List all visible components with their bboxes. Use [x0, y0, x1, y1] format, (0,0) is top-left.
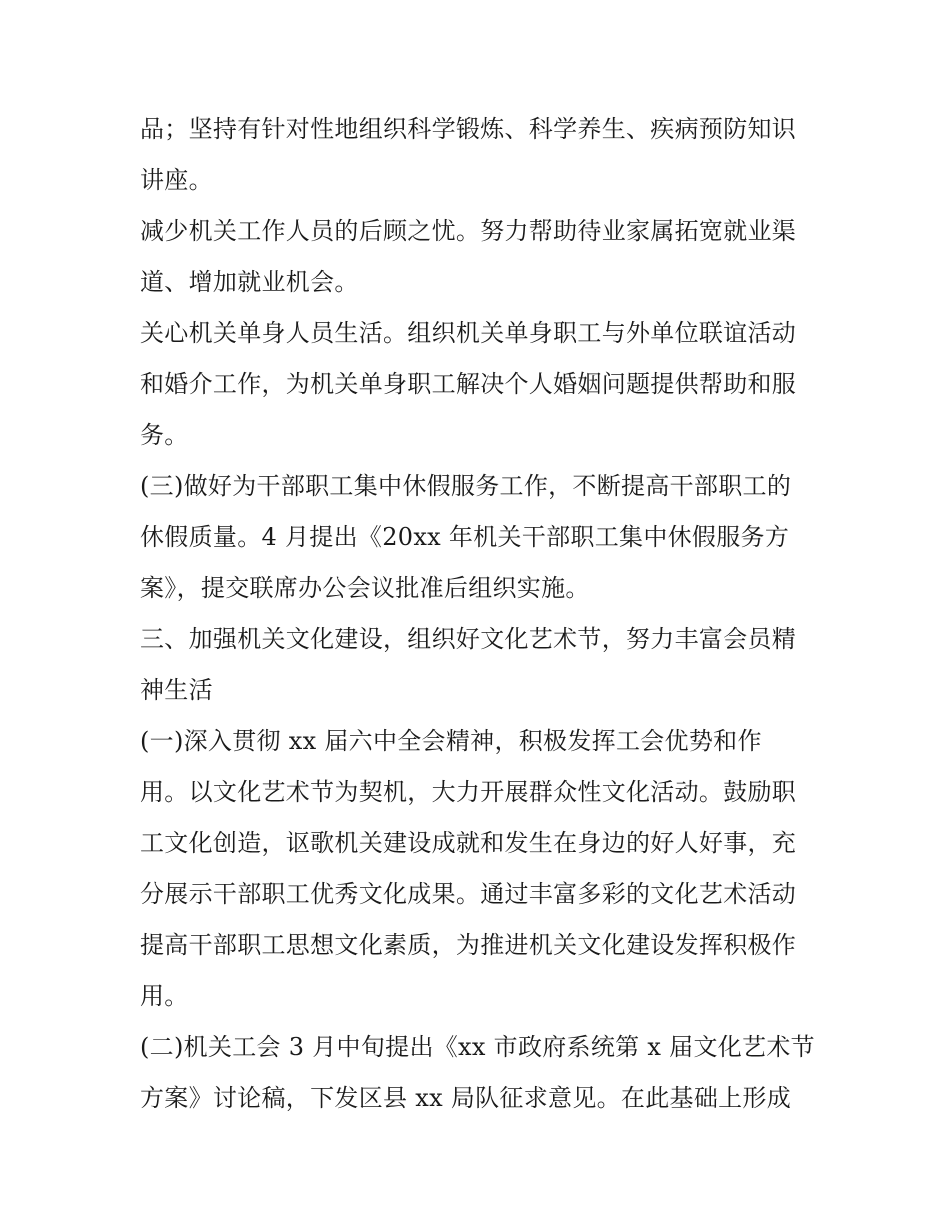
text-line: 分展示干部职工优秀文化成果。通过丰富多彩的文化艺术活动	[140, 880, 797, 908]
text-line: 讲座。	[140, 166, 213, 194]
text-line: 品；坚持有针对性地组织科学锻炼、科学养生、疾病预防知识	[140, 115, 797, 143]
text-line: 用。以文化艺术节为契机，大力开展群众性文化活动。鼓励职	[140, 778, 797, 806]
text-line: 方案》讨论稿，下发区县 xx 局队征求意见。在此基础上形成	[140, 1084, 792, 1112]
text-line: 用。	[140, 982, 189, 1010]
text-line: 减少机关工作人员的后顾之忧。努力帮助待业家属拓宽就业渠	[140, 217, 797, 245]
text-line: 务。	[140, 421, 189, 449]
text-line: (二)机关工会 3 月中旬提出《xx 市政府系统第 x 届文化艺术节	[140, 1033, 815, 1061]
text-line: 和婚介工作，为机关单身职工解决个人婚姻问题提供帮助和服	[140, 370, 797, 398]
text-line: 道、增加就业机会。	[140, 268, 359, 296]
section-heading-line: 神生活	[140, 676, 213, 704]
section-heading-line: 三、加强机关文化建设，组织好文化艺术节，努力丰富会员精	[140, 625, 797, 653]
text-line: 关心机关单身人员生活。组织机关单身职工与外单位联谊活动	[140, 319, 797, 347]
text-line: 提高干部职工思想文化素质，为推进机关文化建设发挥积极作	[140, 931, 797, 959]
document-body	[140, 104, 820, 1124]
text-line: (一)深入贯彻 xx 届六中全会精神，积极发挥工会优势和作	[140, 727, 762, 755]
text-line: 工文化创造，讴歌机关建设成就和发生在身边的好人好事，充	[140, 829, 797, 857]
text-line: 休假质量。4 月提出《20xx 年机关干部职工集中休假服务方	[140, 523, 790, 551]
text-line: (三)做好为干部职工集中休假服务工作，不断提高干部职工的	[140, 472, 792, 500]
text-line: 案》，提交联席办公会议批准后组织实施。	[140, 574, 590, 602]
